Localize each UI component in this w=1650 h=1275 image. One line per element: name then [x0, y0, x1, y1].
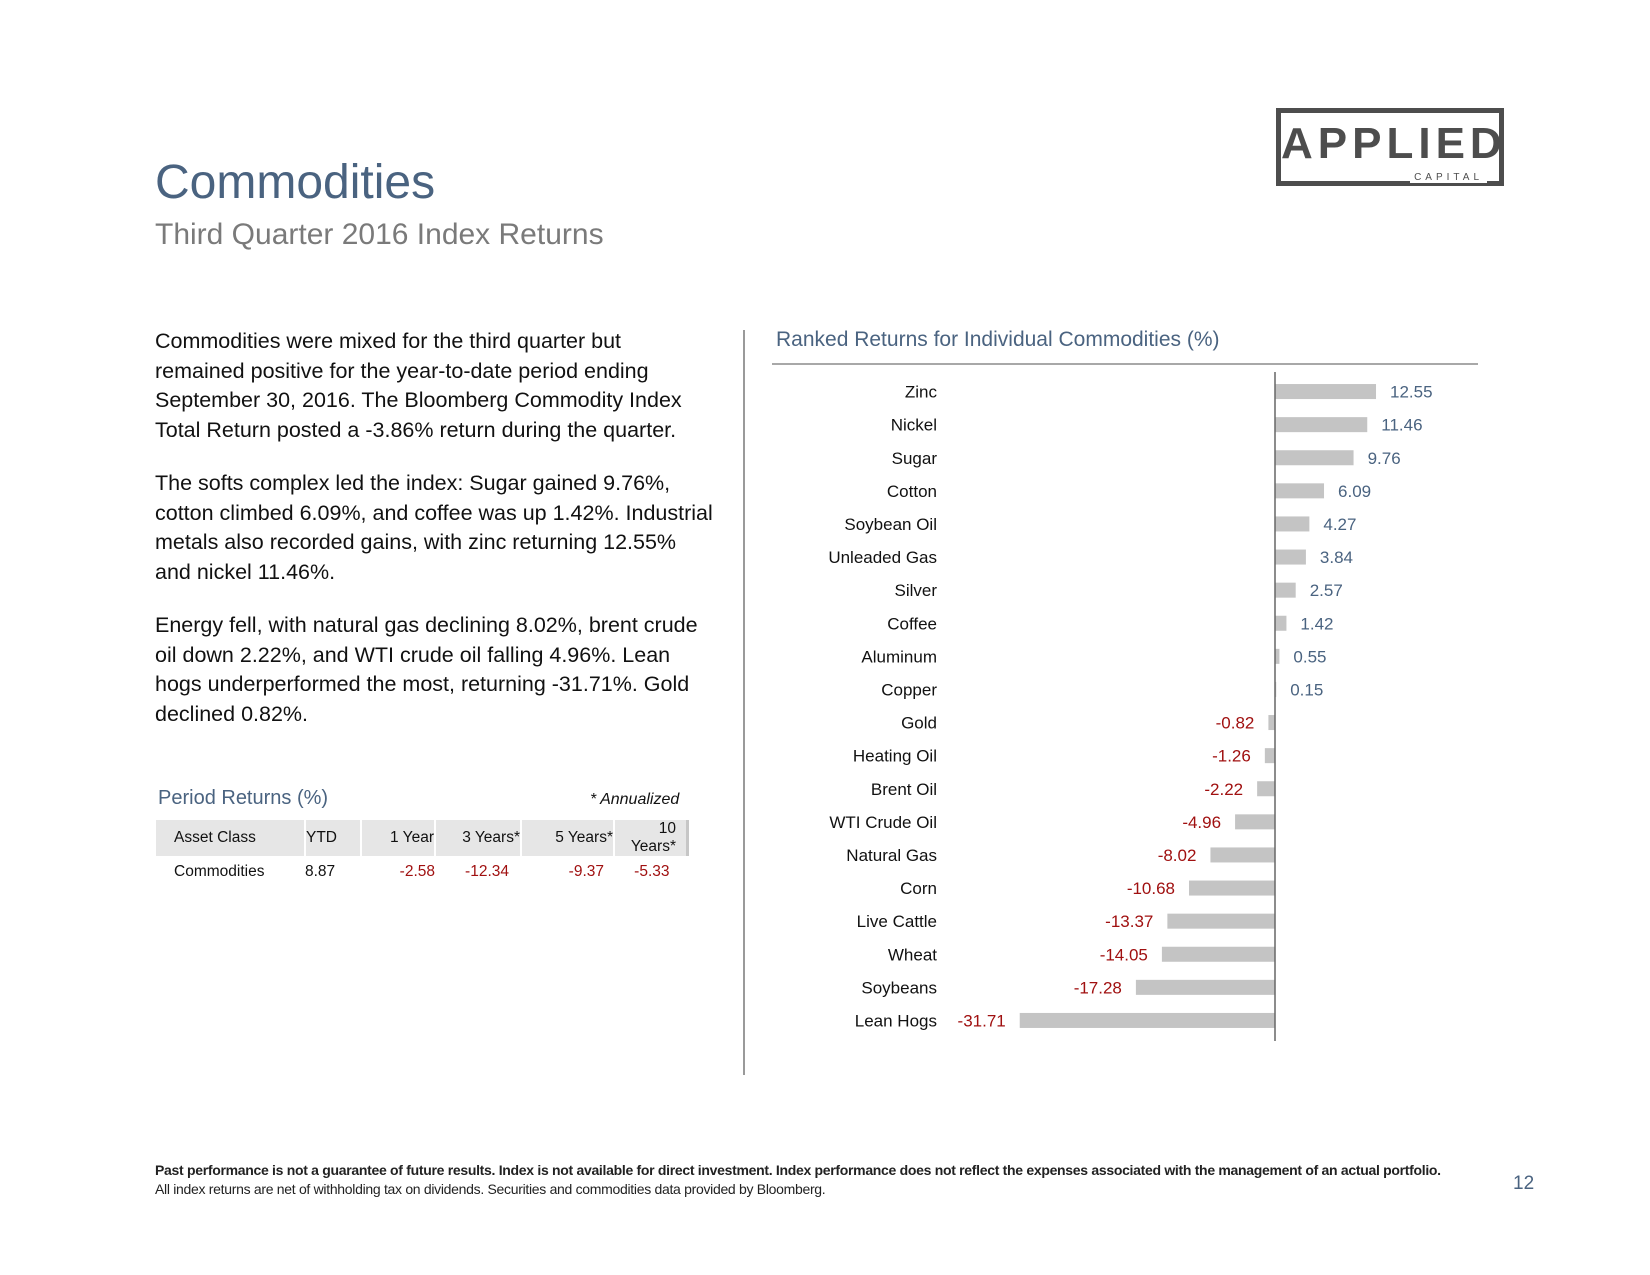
- value-label: -10.68: [1126, 879, 1176, 899]
- category-label: Lean Hogs: [854, 1011, 937, 1031]
- bar: [1275, 616, 1286, 631]
- bar: [1162, 947, 1275, 962]
- cell-3-years: -12.34: [465, 863, 509, 880]
- category-label: Heating Oil: [852, 746, 937, 766]
- cell-ytd: 8.87: [305, 863, 336, 880]
- value-label: 11.46: [1381, 415, 1423, 435]
- header-asset-class: Asset Class: [156, 820, 305, 856]
- table-row: [156, 856, 688, 888]
- value-label: -8.02: [1157, 845, 1197, 865]
- category-label: Soybeans: [861, 978, 937, 998]
- logo-subtitle: CAPITAL: [1410, 172, 1487, 183]
- value-label: 1.42: [1300, 614, 1334, 634]
- period-returns-title: Period Returns (%): [158, 787, 329, 809]
- category-label: Nickel: [890, 415, 937, 435]
- page-title: Commodities: [155, 156, 436, 209]
- category-label: Gold: [901, 713, 937, 733]
- bar: [1189, 881, 1275, 896]
- cell-5-years: -9.37: [568, 863, 604, 880]
- value-label: -31.71: [957, 1011, 1006, 1031]
- cell-10-years: -5.33: [634, 863, 670, 880]
- header-10-years: 10 Years*: [614, 820, 688, 856]
- value-label: 9.76: [1367, 448, 1401, 468]
- bar: [1275, 483, 1324, 498]
- bar: [1265, 748, 1275, 763]
- bar: [1210, 847, 1275, 862]
- value-label: 4.27: [1323, 514, 1357, 534]
- value-label: -14.05: [1099, 945, 1148, 965]
- page-subtitle: Third Quarter 2016 Index Returns: [155, 218, 604, 251]
- bar: [1275, 550, 1306, 565]
- value-label: 3.84: [1319, 548, 1354, 568]
- bar: [1275, 450, 1354, 465]
- category-label: Live Cattle: [856, 912, 937, 932]
- header-1-year: 1 Year: [361, 820, 435, 856]
- annualized-note: * Annualized: [590, 791, 680, 808]
- chart-title-rule: [772, 363, 1478, 365]
- header-5-years: 5 Years*: [521, 820, 614, 856]
- column-divider: [743, 330, 745, 1075]
- bar: [1275, 583, 1296, 598]
- category-label: Natural Gas: [846, 845, 937, 865]
- category-label: Corn: [900, 879, 937, 899]
- chart-title: Ranked Returns for Individual Commodities (%): [776, 328, 1220, 351]
- header-3-years: 3 Years*: [435, 820, 521, 856]
- bar: [1275, 384, 1376, 399]
- value-label: 0.15: [1290, 680, 1324, 700]
- category-label: Cotton: [886, 481, 937, 501]
- category-label: Sugar: [891, 448, 937, 468]
- cell-1-year: -2.58: [399, 863, 435, 880]
- value-label: -13.37: [1105, 912, 1154, 932]
- header-ytd: YTD: [305, 820, 361, 856]
- disclaimer-line-2: All index returns are net of withholding tax on dividends. Securities and commodities data provided by Bloomberg.: [155, 1181, 826, 1197]
- bar: [1136, 980, 1275, 995]
- category-label: WTI Crude Oil: [829, 812, 937, 832]
- category-label: Aluminum: [861, 647, 937, 667]
- category-label: Unleaded Gas: [828, 548, 937, 568]
- value-label: 6.09: [1338, 481, 1372, 501]
- energy-paragraph: Energy fell, with natural gas declining 8.02%, brent crude oil down 2.22%, and WTI crude oil falling 4.96%. Lean hogs underperformed the most, returning -31.71%. Gold declined 0.82%.: [155, 613, 698, 726]
- bar: [1167, 914, 1275, 929]
- bar: [1020, 1013, 1275, 1028]
- bar: [1268, 715, 1275, 730]
- period-returns-table: [156, 820, 689, 888]
- value-label: -4.96: [1182, 812, 1222, 832]
- bar: [1257, 781, 1275, 796]
- category-label: Silver: [894, 581, 937, 601]
- value-label: 2.57: [1309, 581, 1343, 601]
- category-label: Soybean Oil: [844, 514, 937, 534]
- intro-paragraph: Commodities were mixed for the third quarter but remained positive for the year-to-date period ending September 30, 2016. The Bloomberg Commodity Index Total Return posted a -3.86% return during the quarter.: [155, 329, 682, 442]
- value-label: 0.55: [1293, 647, 1327, 667]
- value-label: -17.28: [1073, 978, 1122, 998]
- value-label: -1.26: [1212, 746, 1251, 766]
- value-label: -2.22: [1204, 779, 1244, 799]
- category-label: Coffee: [887, 614, 937, 634]
- category-label: Zinc: [904, 382, 937, 402]
- value-label: -0.82: [1215, 713, 1255, 733]
- applied-capital-logo: [1276, 108, 1507, 186]
- logo-wordmark: APPLIED: [1281, 119, 1507, 168]
- category-label: Copper: [881, 680, 937, 700]
- page-number: 12: [1513, 1173, 1535, 1194]
- disclaimer-line-1: Past performance is not a guarantee of future results. Index is not available for direct investment. Index performance does not reflect the expenses associated with the management of an actual portfolio.: [155, 1162, 1441, 1178]
- cell-asset-class: Commodities: [174, 863, 265, 880]
- bar: [1275, 516, 1309, 531]
- category-label: Wheat: [887, 945, 937, 965]
- softs-paragraph: The softs complex led the index: Sugar gained 9.76%, cotton climbed 6.09%, and coffee was up 1.42%. Industrial metals also recorded gains, with zinc returning 12.55% and nickel 11.46%.: [155, 471, 713, 584]
- value-label: 12.55: [1390, 382, 1433, 402]
- category-label: Brent Oil: [870, 779, 937, 799]
- bar: [1235, 814, 1275, 829]
- bar: [1275, 417, 1367, 432]
- table-header-row: [156, 820, 688, 856]
- ranked-returns-chart: [770, 372, 1490, 1052]
